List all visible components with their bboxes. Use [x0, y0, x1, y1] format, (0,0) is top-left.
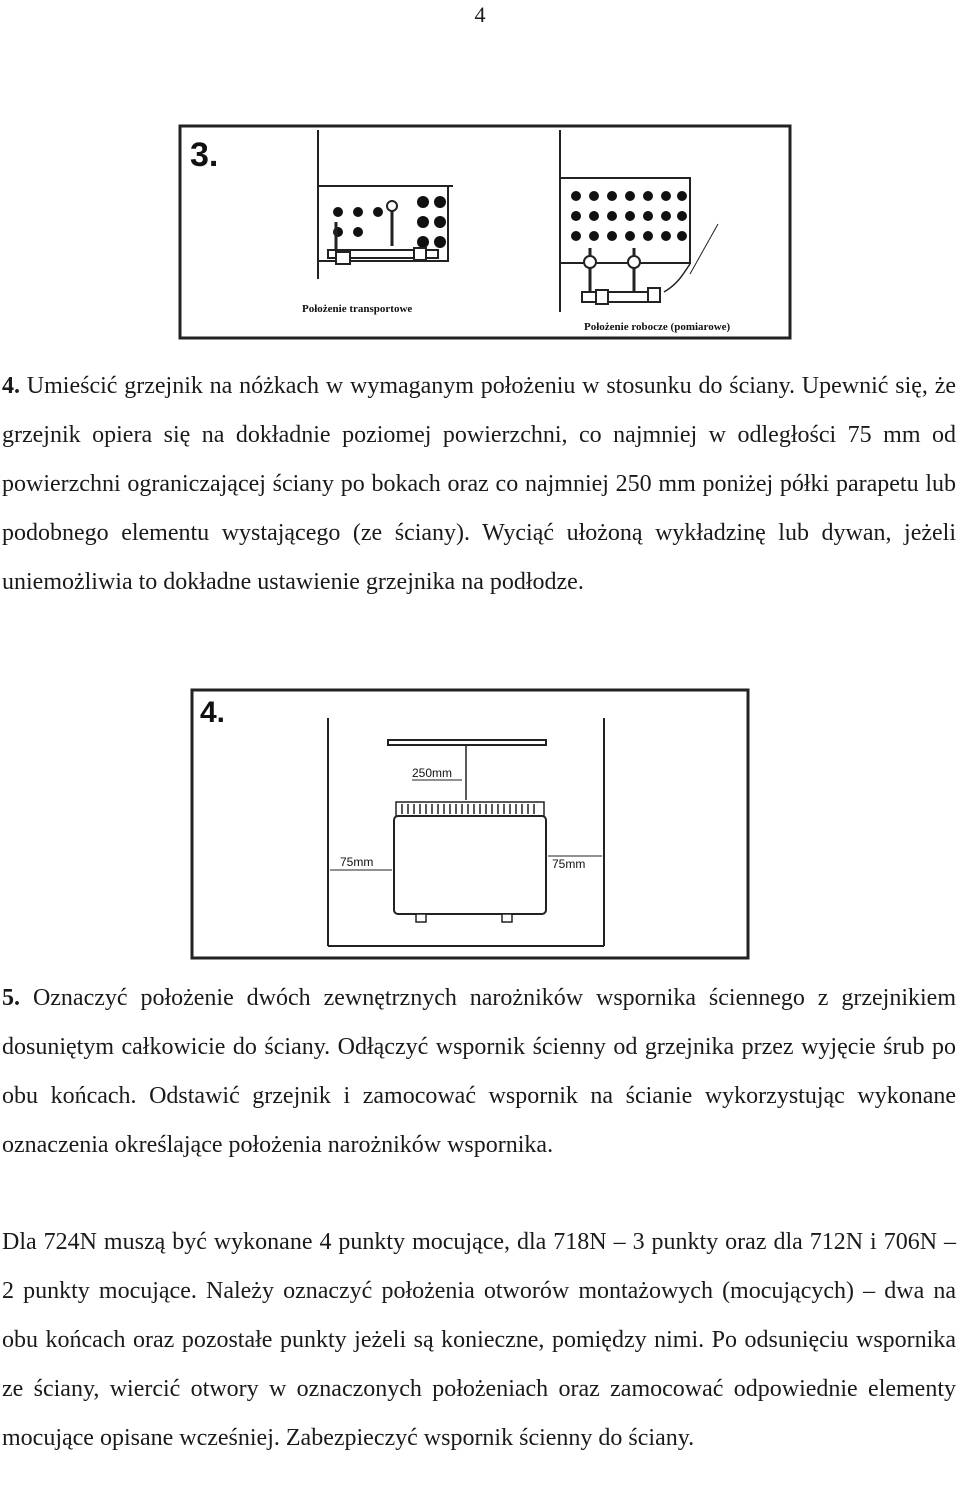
- page-number: 4: [474, 2, 486, 27]
- step-5-number: 5.: [2, 985, 20, 1011]
- label-transport-position: Położenie transportowe: [302, 303, 413, 315]
- step-4-paragraph: [2, 362, 956, 607]
- dimension-left-75mm: 75mm: [340, 855, 374, 869]
- step-5-mounting-text: Dla 724N muszą być wykonane 4 punkty mocujące, dla 718N – 3 punkty oraz dla 712N i 706N – 2 punkty mocujące. Należy oznaczyć położenia otworów montażowych (mocujących) – dwa na obu końcach oraz pozostałe punkty jeżeli są konieczne, pomiędzy nimi. Po odsunięciu wspornika ze ściany, wiercić otwory w oznaczonych położeniach oraz zamocować odpowiednie elementy mocujące opisane wcześniej. Zabezpieczyć wspornik ścienny do ściany.: [2, 1229, 956, 1451]
- step-4-text: Umieścić grzejnik na nóżkach w wymaganym położeniu w stosunku do ściany. Upewnić się, że grzejnik opiera się na dokładnie poziomej powierzchni, co najmniej w odległości 75 mm od powierzchni ograniczającej ściany po bokach oraz co najmniej 250 mm poniżej półki parapetu lub podobnego elementu wystającego (ze ściany). Wyciąć ułożoną wykładzinę lub dywan, jeżeli uniemożliwia to dokładne ustawienie grzejnika na podłodze.: [2, 373, 956, 595]
- step-5-paragraph: [2, 974, 956, 1170]
- dimension-right-75mm: 75mm: [552, 857, 586, 871]
- figure-3-drawing: [178, 124, 794, 342]
- figure-3: [178, 124, 794, 342]
- figure-4-drawing: [190, 688, 752, 966]
- figure-4: [190, 688, 752, 966]
- label-working-position: Położenie robocze (pomiarowe): [584, 321, 731, 333]
- dimension-250mm: 250mm: [412, 766, 453, 780]
- step-5-text: Oznaczyć położenie dwóch zewnętrznych narożników wspornika ściennego z grzejnikiem dosuniętym całkowicie do ściany. Odłączyć wspornik ścienny od grzejnika przez wyjęcie śrub po obu końcach. Odstawić grzejnik i zamocować wspornik na ścianie wykorzystując wykonane oznaczenia określające położenia narożników wspornika.: [2, 985, 956, 1158]
- step-5-mounting-points-paragraph: [2, 1218, 956, 1463]
- step-4-number: 4.: [2, 373, 20, 399]
- figure-4-number: 4.: [200, 696, 226, 729]
- figure-3-number: 3.: [190, 136, 219, 174]
